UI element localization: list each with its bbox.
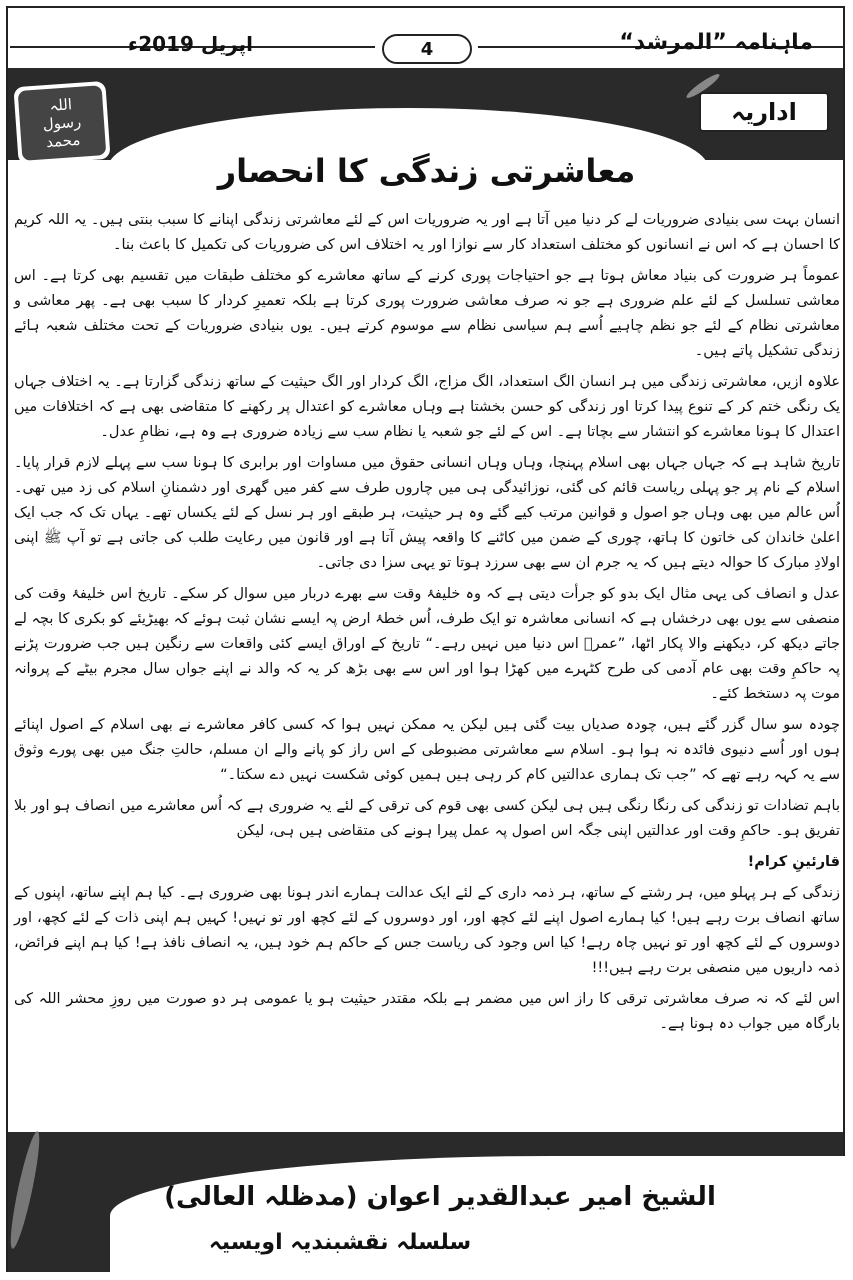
spiritual-order: سلسلہ نقشبندیہ اویسیہ xyxy=(208,1230,472,1255)
paragraph: اس لئے کہ نہ صرف معاشرتی ترقی کا راز اس میں مضمر ہے بلکہ مقتدر حیثیت ہو یا عمومی ہر دو صورت میں روزِ محشر اللہ کی بارگاہ میں جواب دہ ہونا ہے۔ xyxy=(14,991,840,1032)
seal-line-3: محمد xyxy=(45,130,81,152)
readers-greeting: قارئینِ کرام! xyxy=(747,854,840,870)
article-body xyxy=(14,208,840,1043)
magazine-name: ماہنامہ ”المرشد“ xyxy=(619,30,813,55)
page-number: 4 xyxy=(382,34,472,64)
paragraph: تاریخ شاہد ہے کہ جہاں جہاں بھی اسلام پہنچا، وہاں وہاں انسانی حقوق میں مساوات اور برابری کا ہونا سب سے پہلے لازم قرار پایا۔ اسلام کے نام پر جو پہلی ریاست قائم کی گئی، نوزائیدگی ہی میں چاروں طرف سے کفر میں گھری اور دشمنانِ اسلام کی زد میں تھی۔ اُس عالم میں بھی وہاں جو اصول و قوانین مرتب کیے گئے وہ ہر حیثیت، ہر طبقے اور ہر نسل کے لئے یکساں تھے۔ یہاں تک کہ جب ایک اعلیٰ خاندان کی خاتون کا ہاتھ، چوری کے ضمن میں کاٹنے کا واقعہ پیش آتا ہے اور قانون میں رعایت طلب کی جاتی ہے تو آپ ﷺ اپنی اولادِ مبارک کا حوالہ دیتے ہیں کہ یہ جرم ان سے بھی سرزد ہوتا تو یہی سزا دی جاتی۔ xyxy=(14,455,840,571)
author-name: الشیخ امیر عبدالقدیر اعوان (مدظلہ العالی) xyxy=(164,1182,716,1212)
seal-inner xyxy=(18,85,107,161)
paragraph: انسان بہت سی بنیادی ضروریات لے کر دنیا میں آتا ہے اور یہ ضروریات اس کے لئے معاشرتی زندگی اپنانے کا سبب بنتی ہیں۔ یہ اللہ کریم کا احسان ہے کہ اس نے انسانوں کو مختلف استعداد کار سے نوازا اور یہ اختلاف اس کی ضروریات کی تکمیل کا باعث بنا۔ xyxy=(14,212,840,253)
seal-line-1: اللہ xyxy=(48,95,73,115)
paragraph: عدل و انصاف کی یہی مثال ایک بدو کو جرأت دیتی ہے کہ وہ خلیفۂ وقت سے بھرے دربار میں سوال کر سکے۔ تاریخ اس خلیفۂ وقت کی منصفی سے یوں بھی درخشاں ہے کہ انسانی معاشرہ تو ایک طرف، اُس خطۂ ارض پہ ایسے نشان ثبت ہوئے کہ بھیڑیئے کو بکری کا بچہ لے جاتے دیکھ کر، دیکھنے والا پکار اٹھا، ”عمرؓ اس دنیا میں نہیں رہے۔“ تاریخ کے اوراق ایسے کئی واقعات سے رنگین ہیں جب ضرورت پڑنے پہ حاکمِ وقت بھی عام آدمی کی طرح کٹہرے میں کھڑا ہوا اور اس سے بھی بڑھ کر یہ کہ والد نے اپنے جواں سال مجرم بیٹے کے پروانہ موت پہ دستخط کئے۔ xyxy=(14,586,840,702)
paragraph: چودہ سو سال گزر گئے ہیں، چودہ صدیاں بیت گئی ہیں لیکن یہ ممکن نہیں ہوا کہ کسی کافر معاشرے نے بھی اسلام کے اصول اپنائے ہوں اور اُسے دنیوی فائدہ نہ ہوا ہو۔ اسلام سے معاشرتی مضبوطی کے اس راز کو پانے والے ان مسلم، حالتِ جنگ میں بھی پورے وثوق سے یہ کہہ رہے تھے کہ ”جب تک ہماری عدالتیں کام کر رہی ہیں ہمیں کوئی شکست نہیں دے سکتا۔“ xyxy=(14,717,840,783)
page-header xyxy=(10,32,843,62)
paragraph: زندگی کے ہر پہلو میں، ہر رشتے کے ساتھ، ہر ذمہ داری کے لئے ایک عدالت ہمارے اندر ہونا بھی ضروری ہے۔ کیا ہم اپنے ساتھ، اپنوں کے ساتھ انصاف برت رہے ہیں! کیا ہمارے اصول اپنے لئے کچھ اور، اور دوسروں کے لئے کچھ اور تو نہیں! کہیں ہم اپنی ذات کے لئے کچھ، اور دوسروں کے لئے کچھ اور تو نہیں چاہ رہے! کیا اس وجود کی ریاست جس کے حاکم ہم خود ہیں، یہ انصاف نافذ ہے! کیا ہم اپنے فرائض، ذمہ داریوں میں منصفی برت رہے ہیں!!! xyxy=(14,885,840,976)
paragraph: علاوہ ازیں، معاشرتی زندگی میں ہر انسان الگ استعداد، الگ مزاج، الگ کردار اور الگ حیثیت کے ساتھ زندگی گزارتا ہے۔ یہ اختلاف جہاں یک رنگی ختم کر کے تنوع پیدا کرتا اور زندگی کو حسن بخشتا ہے وہاں معاشرے کو اعتدال پر رکھنے کا متقاضی بھی ہے کہ اختلافات میں اعتدال کا ہونا معاشرے کو انتشار سے بچاتا ہے۔ اس کے لئے جو شعبہ یا نظام سب سے زیادہ ضروری ہے وہ ہے، نظامِ عدل۔ xyxy=(14,374,840,440)
seal-line-2: رسول xyxy=(42,112,82,134)
issue-date: اپریل 2019ء xyxy=(128,32,254,56)
calligraphy-seal xyxy=(13,81,110,165)
article-title: معاشرتی زندگی کا انحصار xyxy=(217,152,636,190)
section-label: اداریہ xyxy=(699,92,829,132)
paragraph: باہم تضادات تو زندگی کی رنگا رنگی ہیں ہی لیکن کسی بھی قوم کی ترقی کے لئے یہ ضروری ہے کہ اُس معاشرے میں انصاف ہو اور بلا تفریق ہو۔ حاکمِ وقت اور عدالتیں اپنی جگہ اس اصول پہ عمل پیرا ہونے کی متقاضی ہیں ہی، لیکن xyxy=(14,798,840,839)
paragraph: عموماً ہر ضرورت کی بنیاد معاش ہوتا ہے جو احتیاجات پوری کرنے کے ساتھ معاشرے کو مختلف طبقات میں تقسیم بھی کرتا ہے۔ اس معاشی تسلسل کے لئے علم ضروری ہے جو نہ صرف معاشی ضرورت پوری کرتا ہے بلکہ تعمیرِ کردار کا سبب بھی ہے۔ پھر معاشی و معاشرتی نظام کے لئے جو نظم چاہیے اُسے ہم سیاسی نظام سے موسوم کرتے ہیں۔ یوں بنیادی ضروریات کے تحت مختلف شعبہ ہائے زندگی تشکیل پاتے ہیں۔ xyxy=(14,268,840,359)
